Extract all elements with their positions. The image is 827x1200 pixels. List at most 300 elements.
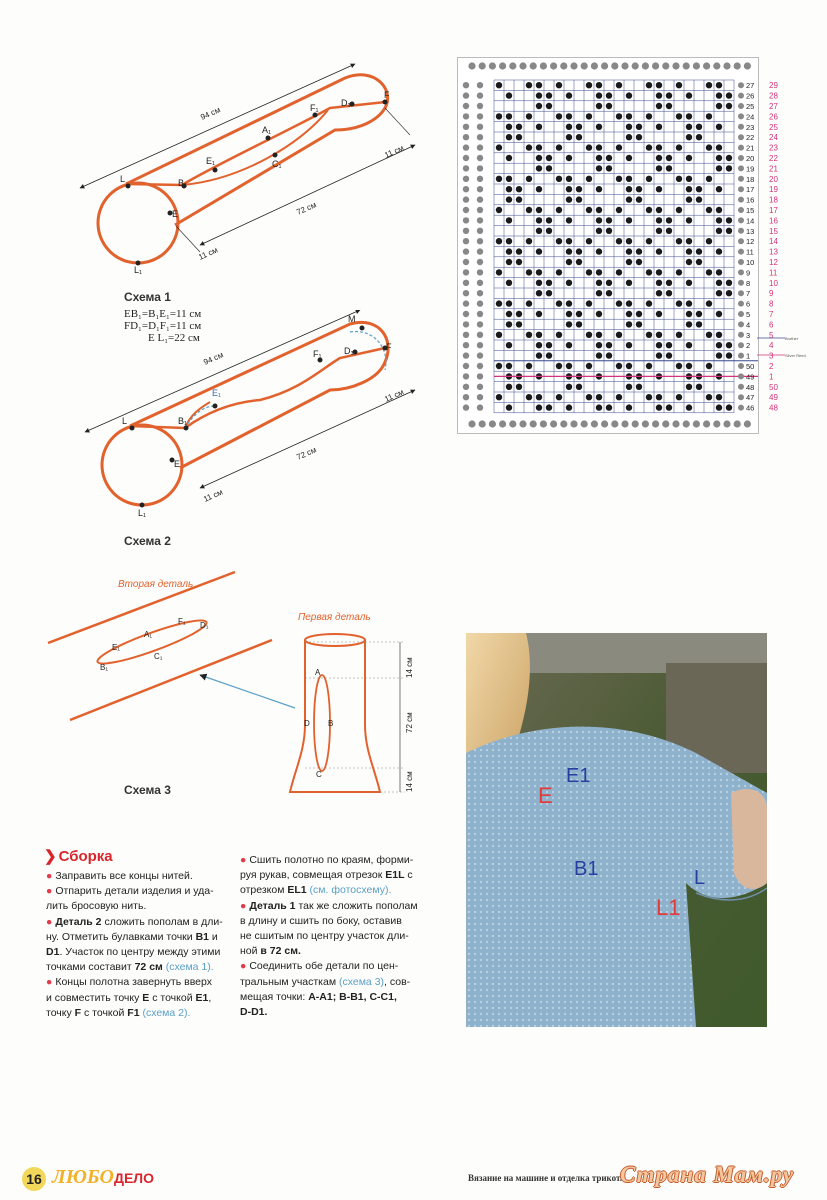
row-number: 47 (746, 393, 755, 403)
punch-hole (536, 217, 542, 223)
punch-hole (696, 259, 702, 265)
punch-hole (496, 332, 502, 338)
punch-hole (646, 176, 652, 182)
side-hole (477, 176, 483, 182)
sprocket-hole (560, 62, 567, 69)
dim-left: 11 см (202, 487, 225, 504)
outer-row-number: 13 (769, 247, 778, 257)
punch-hole (496, 82, 502, 88)
punch-hole (626, 134, 632, 140)
punch-hole (616, 144, 622, 150)
punch-hole (606, 165, 612, 171)
punch-hole (686, 311, 692, 317)
outer-row-number: 50 (769, 382, 778, 392)
side-hole (738, 394, 744, 400)
punch-hole (556, 82, 562, 88)
sprocket-hole (693, 420, 700, 427)
label-L1: L₁ (134, 265, 143, 275)
punch-hole (636, 186, 642, 192)
side-hole (463, 207, 469, 213)
punch-hole (716, 103, 722, 109)
punch-hole (636, 311, 642, 317)
punch-hole (656, 217, 662, 223)
label-A1: A₁ (262, 125, 272, 135)
punch-hole (726, 404, 732, 410)
punch-hole (536, 248, 542, 254)
row-number: 3 (746, 330, 751, 340)
side-hole (463, 363, 469, 369)
punch-hole (676, 144, 682, 150)
row-number: 1 (746, 351, 751, 361)
punch-hole (526, 363, 532, 369)
assembly-title: ❯ Сборка (44, 848, 113, 865)
punch-hole (656, 394, 662, 400)
punch-hole (656, 311, 662, 317)
sprocket-hole (540, 420, 547, 427)
label-A1: A₁ (144, 630, 153, 639)
punch-hole (616, 176, 622, 182)
bullet-icon: ● (46, 885, 53, 898)
punch-hole (536, 404, 542, 410)
punch-hole (596, 82, 602, 88)
punch-hole (516, 134, 522, 140)
punch-hole (516, 311, 522, 317)
scheme-2-diagram (60, 310, 420, 520)
label-F1: F₁ (310, 103, 319, 113)
side-hole (477, 134, 483, 140)
label-A: A (315, 668, 321, 677)
punch-hole (596, 92, 602, 98)
side-hole (463, 321, 469, 327)
punch-hole (676, 238, 682, 244)
side-hole (738, 280, 744, 286)
outer-row-numbers (765, 57, 795, 432)
sprocket-hole (560, 420, 567, 427)
punch-hole (686, 248, 692, 254)
side-hole (738, 197, 744, 203)
outer-row-number: 24 (769, 133, 778, 143)
punch-hole (546, 217, 552, 223)
punch-hole (536, 269, 542, 275)
side-hole (477, 92, 483, 98)
punch-hole (506, 384, 512, 390)
dim-top: 14 см (405, 657, 414, 678)
label-F: F (384, 90, 390, 100)
formula-line: EB₁=B₁E₁=11 см (124, 308, 202, 320)
punch-hole (646, 144, 652, 150)
punch-hole (656, 269, 662, 275)
outer-row-number: 48 (769, 403, 778, 413)
punch-hole (726, 280, 732, 286)
row-number: 21 (746, 143, 755, 153)
punch-hole (666, 217, 672, 223)
scheme-1-diagram (60, 60, 420, 290)
punch-hole (556, 113, 562, 119)
sprocket-hole (509, 420, 516, 427)
punch-hole (706, 269, 712, 275)
punch-hole (536, 311, 542, 317)
side-hole (738, 124, 744, 130)
punch-hole (536, 155, 542, 161)
sprocket-hole (601, 420, 608, 427)
side-hole (477, 394, 483, 400)
punch-hole (606, 155, 612, 161)
side-hole (463, 352, 469, 358)
sprocket-hole (632, 420, 639, 427)
punch-hole (646, 238, 652, 244)
punch-hole (626, 217, 632, 223)
outer-row-number: 14 (769, 237, 778, 247)
side-hole (463, 113, 469, 119)
punch-hole (686, 196, 692, 202)
punch-hole (516, 259, 522, 265)
punch-hole (656, 207, 662, 213)
punch-hole (536, 124, 542, 130)
punch-hole (656, 103, 662, 109)
side-hole (463, 259, 469, 265)
punch-hole (656, 342, 662, 348)
punch-hole (626, 113, 632, 119)
sprocket-hole (581, 420, 588, 427)
punch-hole (546, 165, 552, 171)
side-hole (477, 404, 483, 410)
outer-row-number: 23 (769, 143, 778, 153)
side-hole (477, 165, 483, 171)
row-number: 5 (746, 310, 751, 319)
punch-hole (666, 165, 672, 171)
side-hole (463, 394, 469, 400)
punch-hole (706, 113, 712, 119)
punch-hole (506, 155, 512, 161)
side-hole (738, 321, 744, 327)
label-F1: F₁ (178, 617, 186, 626)
punch-card-chart (457, 57, 759, 434)
label-F1: F₁ (313, 349, 322, 359)
point-L (126, 184, 131, 189)
punch-hole (666, 342, 672, 348)
punch-hole (526, 144, 532, 150)
sprocket-hole (713, 62, 720, 69)
label-B1: B₁ (178, 416, 188, 426)
punch-hole (626, 311, 632, 317)
punch-hole (716, 352, 722, 358)
punch-hole (696, 124, 702, 130)
punch-hole (526, 269, 532, 275)
side-hole (477, 155, 483, 161)
side-hole (463, 82, 469, 88)
punch-hole (706, 238, 712, 244)
punch-hole (506, 92, 512, 98)
punch-hole (566, 217, 572, 223)
sprocket-hole (672, 62, 679, 69)
sprocket-hole (468, 62, 475, 69)
punch-hole (536, 165, 542, 171)
punch-hole (516, 186, 522, 192)
punch-hole (726, 228, 732, 234)
point-F1 (313, 113, 318, 118)
side-hole (738, 301, 744, 307)
punch-hole (506, 186, 512, 192)
punch-hole (716, 311, 722, 317)
row-number: 17 (746, 185, 755, 195)
punch-hole (646, 300, 652, 306)
outer-row-number: 19 (769, 185, 778, 195)
label-L1: L₁ (138, 508, 147, 518)
side-hole (463, 311, 469, 317)
sleeve-circle (102, 425, 182, 505)
punch-hole (546, 155, 552, 161)
punch-hole (686, 217, 692, 223)
sprocket-hole (581, 62, 588, 69)
punch-hole (536, 186, 542, 192)
row-number: 46 (746, 403, 755, 413)
side-hole (738, 290, 744, 296)
side-hole (463, 176, 469, 182)
punch-hole (556, 144, 562, 150)
punch-hole (606, 228, 612, 234)
side-hole (477, 196, 483, 202)
outer-row-number: 49 (769, 393, 778, 403)
sprocket-hole (591, 420, 598, 427)
punch-hole (716, 404, 722, 410)
punch-hole (596, 186, 602, 192)
outer-row-number: 12 (769, 258, 778, 267)
outer-row-number: 20 (769, 174, 778, 184)
row-number: 22 (746, 133, 755, 143)
outer-row-number: 3 (769, 351, 774, 361)
sprocket-hole (723, 62, 730, 69)
punch-hole (536, 103, 542, 109)
side-hole (738, 186, 744, 192)
punch-hole (546, 228, 552, 234)
row-number: 50 (746, 362, 755, 371)
outer-row-number: 4 (769, 341, 774, 351)
punch-hole (676, 269, 682, 275)
side-hole (738, 103, 744, 109)
point-F (383, 100, 388, 105)
punch-hole (526, 113, 532, 119)
punch-hole (696, 248, 702, 254)
punch-hole (646, 332, 652, 338)
side-hole (738, 311, 744, 317)
punch-hole (676, 113, 682, 119)
second-part-label: Вторая деталь (118, 579, 194, 590)
punch-hole (656, 124, 662, 130)
magazine-logo: ЛЮБОДЕЛО (52, 1166, 155, 1188)
punch-hole (506, 176, 512, 182)
side-hole (738, 82, 744, 88)
punch-hole (666, 280, 672, 286)
punch-hole (656, 290, 662, 296)
punch-hole (496, 207, 502, 213)
side-hole (463, 269, 469, 275)
sprocket-hole (550, 62, 557, 69)
punch-hole (676, 363, 682, 369)
punch-hole (566, 259, 572, 265)
punch-hole (576, 311, 582, 317)
label-B: B (328, 719, 334, 728)
punch-hole (506, 311, 512, 317)
punch-hole (576, 321, 582, 327)
row-number: 16 (746, 195, 755, 205)
side-hole (463, 165, 469, 171)
punch-hole (536, 342, 542, 348)
punch-hole (666, 404, 672, 410)
punch-hole (696, 134, 702, 140)
side-hole (463, 290, 469, 296)
row-number: 24 (746, 112, 755, 122)
punch-hole (656, 332, 662, 338)
punch-hole (556, 207, 562, 213)
punch-hole (646, 113, 652, 119)
scheme-3-diagram (40, 570, 430, 800)
side-hole (738, 113, 744, 119)
label-B1: B₁ (100, 663, 109, 672)
outer-row-number: 15 (769, 226, 778, 236)
punch-hole (686, 134, 692, 140)
punch-hole (676, 82, 682, 88)
punch-hole (616, 269, 622, 275)
sprocket-hole (621, 62, 628, 69)
side-hole (477, 113, 483, 119)
punch-hole (586, 238, 592, 244)
photo-label-L: L (694, 867, 706, 889)
side-hole (738, 134, 744, 140)
scheme-3-caption: Схема 3 (124, 783, 171, 797)
punch-hole (526, 82, 532, 88)
punch-hole (566, 134, 572, 140)
label-E: E (172, 209, 179, 219)
punch-hole (646, 82, 652, 88)
sprocket-hole (519, 420, 526, 427)
label-D1: D₁ (344, 346, 354, 356)
sprocket-hole (703, 420, 710, 427)
side-hole (477, 259, 483, 265)
punch-hole (716, 280, 722, 286)
label-D: D (304, 719, 310, 728)
punch-hole (496, 394, 502, 400)
punch-hole (546, 280, 552, 286)
point-A1 (266, 136, 271, 141)
punch-hole (546, 92, 552, 98)
punch-hole (566, 248, 572, 254)
sprocket-hole (703, 62, 710, 69)
punch-hole (666, 155, 672, 161)
label-D1: D₁ (200, 621, 209, 630)
punch-hole (656, 144, 662, 150)
punch-hole (646, 363, 652, 369)
punch-hole (566, 176, 572, 182)
punch-hole (706, 176, 712, 182)
punch-hole (676, 394, 682, 400)
page-number: 16 (22, 1167, 46, 1191)
assembly-column-2: ● Сшить полотно по краям, форми- руя рукав, совмещая отрезок E1L с отрезком EL1 (см. фотосхему). ● Деталь 1 так же сложить пополам в длину и сшить по боку, оставив не сшитым по центру участок дли- ной в 72 см. ● Соединить обе детали по цен- тральным участкам (схема 3), сов- мещая точки: A-A1; B-B1, C-C1, D-D1. (240, 854, 418, 1019)
outer-row-number: 22 (769, 154, 778, 163)
punch-hole (686, 92, 692, 98)
punch-hole (536, 394, 542, 400)
row-number: 14 (746, 216, 755, 226)
punch-hole (566, 404, 572, 410)
punch-hole (666, 228, 672, 234)
formula-line: FD₁=D₁F₁=11 см (124, 320, 202, 332)
punch-hole (716, 332, 722, 338)
punch-hole (596, 404, 602, 410)
label-F: F (386, 342, 392, 352)
label-M: M (348, 314, 356, 324)
side-hole (477, 186, 483, 192)
punch-hole (586, 82, 592, 88)
punch-hole (606, 92, 612, 98)
punch-hole (636, 124, 642, 130)
punch-hole (556, 300, 562, 306)
punch-hole (626, 363, 632, 369)
scheme-2-caption: Схема 2 (124, 534, 171, 548)
outer-row-number: 18 (769, 195, 778, 205)
punch-hole (506, 321, 512, 327)
punch-hole (686, 186, 692, 192)
sprocket-hole (632, 62, 639, 69)
punch-hole (516, 124, 522, 130)
side-hole (477, 300, 483, 306)
side-hole (738, 165, 744, 171)
punch-hole (706, 207, 712, 213)
punch-hole (656, 352, 662, 358)
punch-hole (536, 144, 542, 150)
label-C: C (316, 770, 322, 779)
bullet-icon: ● (240, 960, 247, 973)
side-hole (738, 405, 744, 411)
punch-hole (686, 113, 692, 119)
side-hole (738, 145, 744, 151)
outer-row-number: 8 (769, 299, 774, 309)
punch-hole (616, 300, 622, 306)
side-hole (738, 93, 744, 99)
sprocket-hole (468, 420, 475, 427)
punch-hole (686, 238, 692, 244)
punch-hole (606, 103, 612, 109)
sprocket-hole (519, 62, 526, 69)
punch-hole (566, 321, 572, 327)
dim-middle: 72 см (405, 712, 414, 733)
outer-row-number: 25 (769, 122, 778, 132)
row-number: 10 (746, 258, 755, 267)
punch-hole (536, 92, 542, 98)
punch-hole (716, 124, 722, 130)
punch-hole (686, 404, 692, 410)
punch-hole (556, 363, 562, 369)
punch-hole (606, 352, 612, 358)
dim-right: 11 см (383, 143, 406, 160)
punch-hole (656, 248, 662, 254)
sprocket-hole (611, 420, 618, 427)
punch-hole (556, 332, 562, 338)
row-number: 12 (746, 237, 755, 247)
punch-hole (596, 103, 602, 109)
punch-hole (536, 82, 542, 88)
punch-hole (646, 207, 652, 213)
side-hole (738, 238, 744, 244)
punch-hole (566, 186, 572, 192)
punch-hole (636, 134, 642, 140)
punch-hole (696, 321, 702, 327)
sprocket-hole (570, 62, 577, 69)
punch-hole (716, 217, 722, 223)
punch-hole (666, 290, 672, 296)
side-hole (463, 404, 469, 410)
section-arrow-icon: ❯ (44, 848, 57, 865)
punch-hole (606, 404, 612, 410)
side-hole (463, 280, 469, 286)
